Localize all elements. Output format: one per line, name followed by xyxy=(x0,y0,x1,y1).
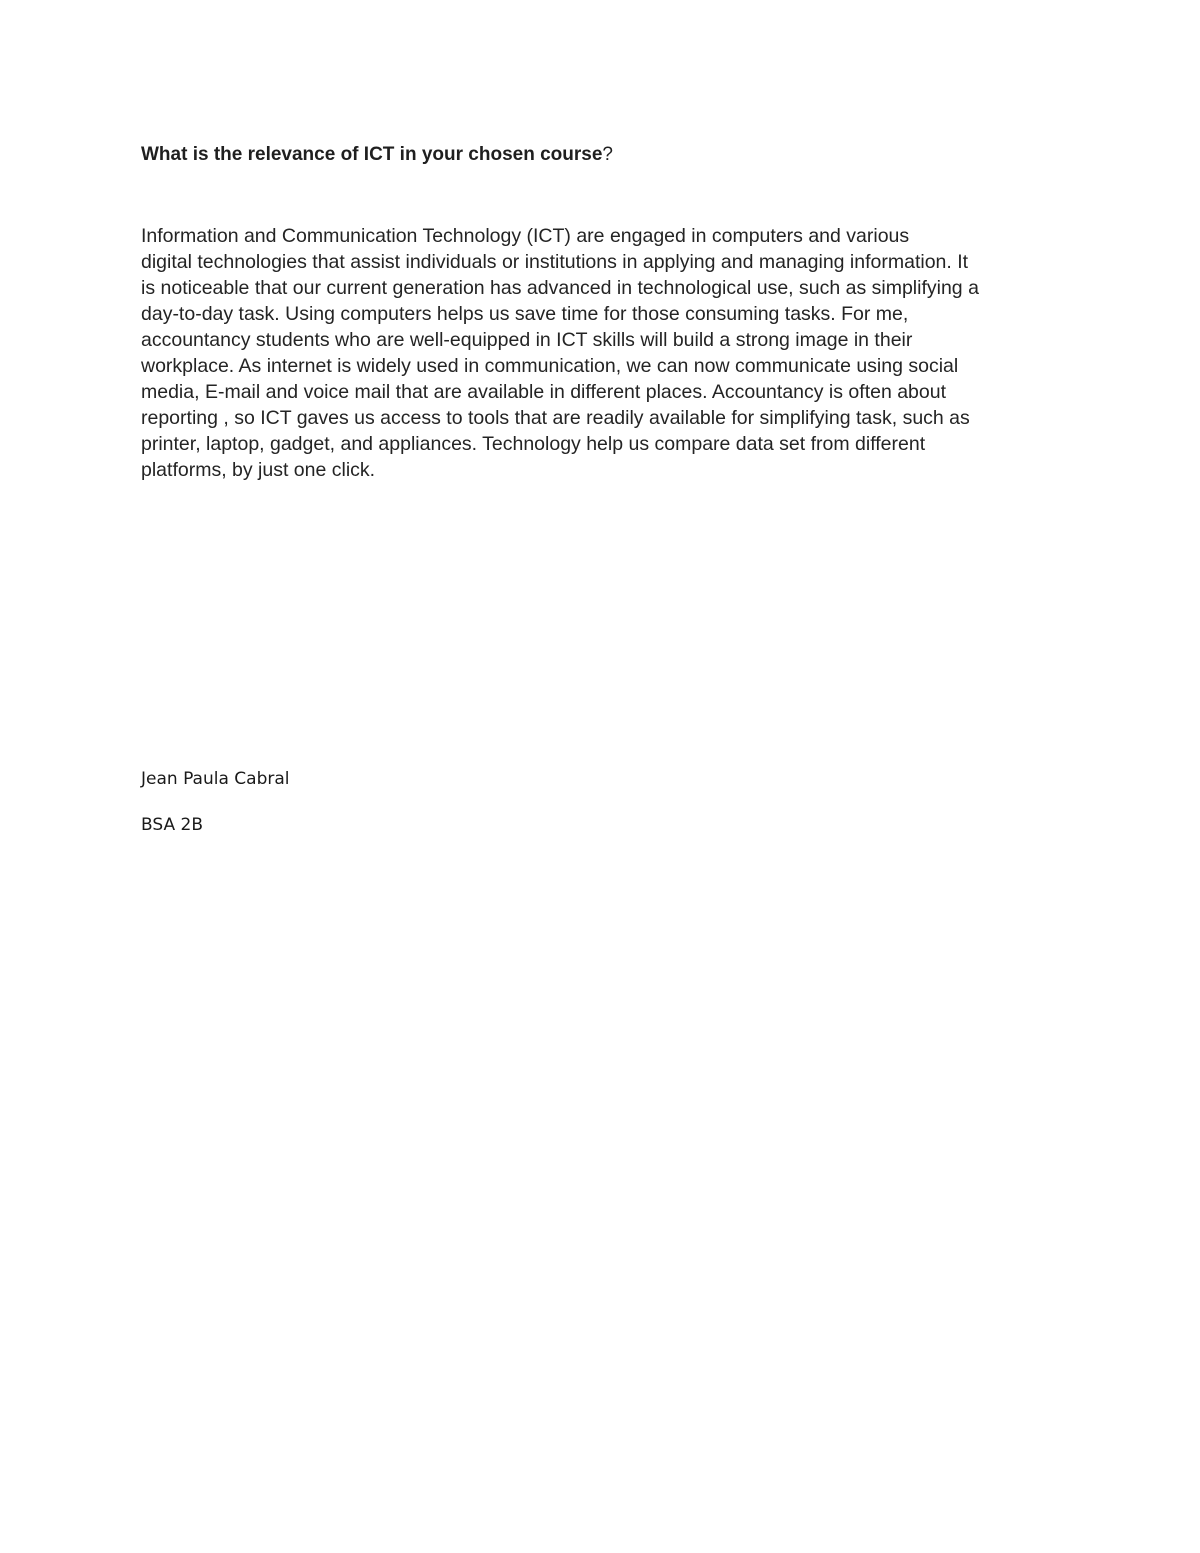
answer-line: reporting , so ICT gaves us access to tools that are readily available for simplifying task, such as xyxy=(141,407,970,429)
answer-line: digital technologies that assist individuals or institutions in applying and managing information. It xyxy=(141,251,969,273)
answer-line: workplace. As internet is widely used in communication, we can now communicate using social xyxy=(141,355,959,377)
answer-line: printer, laptop, gadget, and appliances. Technology help us compare data set from different xyxy=(141,433,926,455)
author-name: Jean Paula Cabral xyxy=(141,769,290,789)
question-text: What is the relevance of ICT in your chosen course xyxy=(141,144,603,165)
question-mark: ? xyxy=(602,144,613,165)
answer-line: accountancy students who are well-equipped in ICT skills will build a strong image in their xyxy=(141,329,913,351)
answer-line: media, E-mail and voice mail that are available in different places. Accountancy is often about xyxy=(141,381,947,403)
author-section: BSA 2B xyxy=(141,815,203,835)
question-heading xyxy=(141,141,613,169)
answer-line: Information and Communication Technology (ICT) are engaged in computers and various xyxy=(141,225,910,247)
answer-line: day-to-day task. Using computers helps us save time for those consuming tasks. For me, xyxy=(141,303,909,325)
answer-line: platforms, by just one click. xyxy=(141,459,376,481)
answer-line: is noticeable that our current generation has advanced in technological use, such as simplifying a xyxy=(141,277,979,299)
answer-paragraph xyxy=(141,223,1063,483)
